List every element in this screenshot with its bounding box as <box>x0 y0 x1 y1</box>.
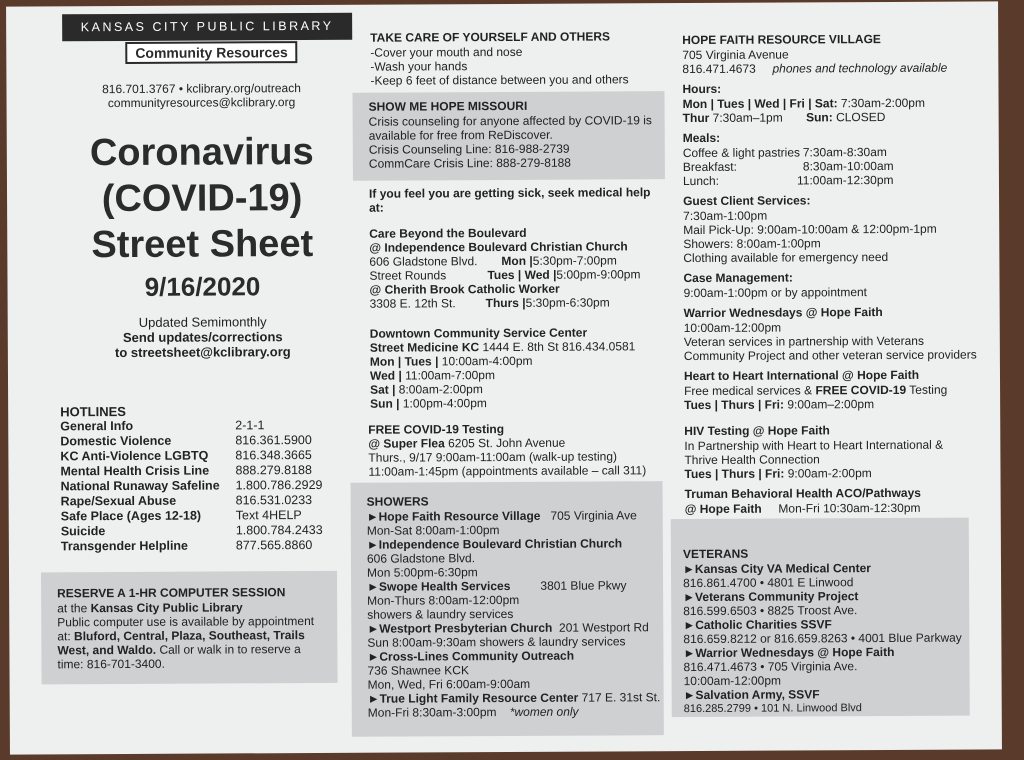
hotline-name: Transgender Helpline <box>60 538 189 554</box>
table-row <box>60 448 322 464</box>
meals-heading: Meals: <box>682 130 721 146</box>
time: 7:30am-2:00pm <box>837 95 925 111</box>
time: Mon-Fri 8:30am-3:00pm <box>367 705 497 720</box>
send-updates: Send updates/corrections <box>122 329 283 345</box>
address: 1444 E. 8th St 816.434.0581 <box>482 339 636 355</box>
branches-text: West, and Waldo. <box>57 642 157 658</box>
days: Thurs | <box>485 295 526 311</box>
hotline-name: Safe Place (Ages 12-18) <box>60 508 202 524</box>
contact-line-2: communityresources@kclibrary.org <box>107 95 296 111</box>
text: Mail Pick-Up: 9:00am-10:00am & 12:00pm-1pm <box>683 221 937 238</box>
text: at the <box>57 601 91 616</box>
take-care-section <box>370 29 670 88</box>
computer-session-box <box>41 571 338 685</box>
address: 705 Virginia Avenue <box>682 47 789 63</box>
text: Public computer use is available by appointment <box>57 613 315 630</box>
days: Thur <box>682 110 710 126</box>
text: at: <box>57 629 75 644</box>
time: 5:30pm-6:30pm <box>525 295 610 310</box>
service-site: @ Independence Boulevard Christian Church <box>369 239 628 255</box>
hotline-name: National Runaway Safeline <box>60 478 220 494</box>
title-block <box>47 129 358 361</box>
phone-text: time: 816-701-3400. <box>57 656 165 672</box>
service-name: ►Salvation Army, SSVF <box>683 687 820 703</box>
sick-notice <box>369 185 669 215</box>
list-item: -Wash your hands <box>370 59 468 74</box>
veterans-heading: VETERANS <box>682 546 749 562</box>
text: Testing <box>906 382 948 397</box>
time: 7:30am-1:00pm <box>683 208 768 224</box>
hotline-name: Mental Health Crisis Line <box>60 463 210 479</box>
hiv-testing-heading: HIV Testing @ Hope Faith <box>684 423 830 439</box>
time: 10:00am-4:00pm <box>438 353 533 369</box>
address: 3801 Blue Pkwy <box>540 578 627 593</box>
service-site: @ Hope Faith <box>684 501 762 517</box>
address: 6205 St. John Avenue <box>448 435 566 451</box>
time: Thurs., 9/17 9:00am-11:00am (walk-up testing) <box>368 449 618 465</box>
heart-to-heart-heading: Heart to Heart International @ Hope Faith <box>683 367 920 384</box>
show-me-hope-heading: SHOW ME HOPE MISSOURI <box>368 98 528 114</box>
title-line-3: Street Sheet <box>91 222 314 267</box>
text: Community Project and other veteran service providers <box>683 347 977 364</box>
service-site: @ Super Flea <box>368 436 445 451</box>
time: 7:30am–1pm <box>709 110 783 125</box>
text: phones and technology available <box>772 60 948 76</box>
days: Sun: <box>806 110 833 125</box>
list-item: -Keep 6 feet of distance between you and others <box>370 72 629 88</box>
days: Sat | <box>370 382 396 397</box>
branches-text: Bluford, Central, Plaza, Southeast, Trails <box>73 628 305 644</box>
hotline-number: 816.361.5900 <box>235 433 312 448</box>
library-name: KANSAS CITY PUBLIC LIBRARY <box>62 13 352 42</box>
time: Mon, Wed, Fri 6:00am-9:00am <box>367 676 531 692</box>
time: 10:00am-12:00pm <box>683 320 782 336</box>
hotline-number: 888.279.8188 <box>235 463 312 478</box>
phone-text: CommCare Crisis Line: 888-279-8188 <box>368 155 572 171</box>
service-name: ►Cross-Lines Community Outreach <box>367 648 575 664</box>
street-sheet-page <box>6 1 1002 754</box>
time: 9:00am–2:00pm <box>783 397 875 412</box>
hotline-name: KC Anti-Violence LGBTQ <box>60 448 209 464</box>
service-name: ►Swope Health Services <box>367 578 511 594</box>
show-me-hope-box <box>353 91 665 181</box>
time: 5:00pm-9:00pm <box>556 267 641 282</box>
time: 8:30am-10:00am <box>802 158 894 174</box>
phone-text: Crisis Counseling Line: 816-988-2739 <box>368 141 570 157</box>
hotline-number: 816.348.3665 <box>235 448 312 463</box>
veterans-box <box>671 518 970 718</box>
covid-testing-section <box>368 421 668 479</box>
service-name: ►Independence Boulevard Christian Church <box>366 536 623 552</box>
contact-line-1: 816.701.3767 • kclibrary.org/outreach <box>102 81 301 97</box>
phone-text: 816.471.4673 <box>682 61 756 77</box>
days: Sun | <box>370 396 400 411</box>
take-care-heading: TAKE CARE OF YOURSELF AND OTHERS <box>370 29 611 45</box>
guest-services-heading: Guest Client Services: <box>683 193 811 209</box>
service-name: ►Veterans Community Project <box>683 589 859 605</box>
hope-faith-heading: HOPE FAITH RESOURCE VILLAGE <box>682 32 881 48</box>
days: Wed | <box>369 368 402 383</box>
contact: 816.285.2799 • 101 N. Linwood Blvd <box>683 702 862 716</box>
hotline-number: 1.800.784.2433 <box>235 522 323 538</box>
days: Mon | <box>501 253 533 269</box>
text: FREE COVID-19 <box>815 382 907 398</box>
service-name: ►Catholic Charities SSVF <box>683 617 832 633</box>
service-site: @ Cherith Brook Catholic Worker <box>369 281 560 297</box>
address: 736 Shawnee KCK <box>367 663 469 678</box>
hotline-number: 1.800.786.2929 <box>235 477 323 493</box>
address: 606 Gladstone Blvd. <box>369 254 478 269</box>
table-row <box>61 538 323 554</box>
service-site: Street Medicine KC <box>369 340 480 355</box>
contact-info <box>66 81 336 110</box>
library-logo <box>62 13 352 67</box>
time: 10:00am-12:00pm <box>683 673 782 689</box>
time: Mon-Fri 10:30am-12:30pm <box>778 500 921 516</box>
service-name: ►Warrior Wednesdays @ Hope Faith <box>683 644 895 661</box>
service-name: Care Beyond the Boulevard <box>369 225 527 241</box>
hotlines-table <box>60 418 323 554</box>
table-row <box>60 433 322 449</box>
text: Free medical services & <box>684 383 816 399</box>
showers-heading: SHOWERS <box>366 494 429 509</box>
text: Crisis counseling for anyone affected by COVID-19 is <box>368 113 652 129</box>
hours-heading: Hours: <box>682 81 722 97</box>
time: 11:00am-1:45pm (appointments available – call 311) <box>368 463 647 479</box>
table-row <box>61 493 323 509</box>
text: Street Rounds <box>369 268 447 283</box>
table-row <box>60 418 322 434</box>
time: 9:00am-2:00pm <box>784 466 872 481</box>
text: *women only <box>509 704 579 719</box>
time: 8:00am-2:00pm <box>395 382 483 397</box>
time: 11:00am-7:00pm <box>401 368 496 383</box>
warrior-wednesdays-heading: Warrior Wednesdays @ Hope Faith <box>683 305 883 321</box>
hotline-name: Rape/Sexual Abuse <box>60 493 177 509</box>
service-name: ►Westport Presbyterian Church <box>367 620 553 636</box>
hope-faith-section <box>682 31 985 516</box>
text: showers & laundry services <box>367 606 514 622</box>
library-name-text: Kansas City Public Library <box>90 600 243 616</box>
downtown-section <box>370 325 670 411</box>
text: In Partnership with Heart to Heart International & <box>684 437 944 454</box>
days: Mon | Tues | <box>369 354 439 369</box>
days: Tues | Thurs | Fri: <box>684 466 785 482</box>
table-row <box>61 523 323 539</box>
address: 606 Gladstone Blvd. <box>366 551 476 566</box>
service-name: ►Hope Faith Resource Village <box>366 508 541 524</box>
text: Veteran services in partnership with Veterans <box>683 333 924 350</box>
service-name: ►Kansas City VA Medical Center <box>682 561 871 577</box>
time: 9:00am-1:00pm or by appointment <box>683 285 868 301</box>
address: 201 Westport Rd <box>558 620 649 635</box>
days: Tues | Wed | <box>487 267 557 283</box>
hotline-number: Text 4HELP <box>235 508 302 523</box>
table-row <box>61 478 323 494</box>
time: 7:30am-8:30am <box>802 144 887 160</box>
contact: 816.599.6503 • 8825 Troost Ave. <box>683 603 858 619</box>
text: If you feel you are getting sick, seek medical help <box>368 185 651 201</box>
contact: 816.861.4700 • 4801 E Linwood <box>683 575 854 591</box>
text: Showers: 8:00am-1:00pm <box>683 236 821 252</box>
time: 11:00am-12:30pm <box>796 172 894 188</box>
time: Mon-Sat 8:00am-1:00pm <box>366 523 500 538</box>
meal-name: Breakfast: <box>682 159 737 175</box>
time: Mon 5:00pm-6:30pm <box>366 565 478 580</box>
days: Mon | Tues | Wed | Fri | Sat: <box>682 96 838 112</box>
address: 3308 E. 12th St. <box>369 296 456 311</box>
contact: 816.471.4673 • 705 Virginia Ave. <box>683 659 858 675</box>
community-resources-label: Community Resources <box>125 41 298 64</box>
hotlines-section <box>60 403 331 554</box>
case-management-heading: Case Management: <box>683 270 793 286</box>
table-row <box>61 508 323 524</box>
meal-name: Coffee & light pastries <box>682 145 801 161</box>
hotline-name: Domestic Violence <box>60 433 172 449</box>
showers-box <box>351 481 664 737</box>
text: Call or walk in to reserve a <box>156 642 301 657</box>
title-line-1: Coronavirus <box>89 130 314 175</box>
service-name: ►True Light Family Resource Center <box>367 690 579 706</box>
time: 1:00pm-4:00pm <box>399 396 487 411</box>
text: Clothing available for emergency need <box>683 249 889 266</box>
list-item: -Cover your mouth and nose <box>370 44 523 60</box>
sheet-date: 9/16/2020 <box>144 271 261 302</box>
time: CLOSED <box>832 109 886 125</box>
service-name: Downtown Community Service Center <box>369 325 588 341</box>
hotline-name: Suicide <box>60 524 106 539</box>
meal-name: Lunch: <box>682 173 720 189</box>
truman-heading: Truman Behavioral Health ACO/Pathways <box>684 485 921 502</box>
hotline-number: 877.565.8860 <box>235 538 313 553</box>
updated-note: Updated Semimonthly <box>138 314 267 330</box>
text: Thrive Health Connection <box>684 452 820 468</box>
days: Tues | Thurs | Fri: <box>684 397 785 413</box>
time: Mon-Thurs 8:00am-12:00pm <box>367 592 520 608</box>
computer-session-heading: RESERVE A 1-HR COMPUTER SESSION <box>57 585 286 601</box>
send-updates-email: to streetsheet@kclibrary.org <box>114 344 291 361</box>
hotline-number: 2-1-1 <box>235 418 265 433</box>
service-name: FREE COVID-19 Testing <box>368 422 505 437</box>
address: 705 Virginia Ave <box>550 508 637 523</box>
hotlines-heading: HOTLINES <box>60 403 126 420</box>
text: available for free from ReDiscover. <box>368 127 553 143</box>
care-beyond-section <box>369 225 669 311</box>
text: at: <box>369 200 384 215</box>
hotline-number: 816.531.0233 <box>235 493 313 508</box>
hotline-name: General Info <box>60 418 134 434</box>
table-row <box>60 463 322 479</box>
address: 717 E. 31st St. <box>581 690 661 705</box>
contact: 816.659.8212 or 816.659.8263 • 4001 Blue Parkway <box>683 630 962 647</box>
title-line-2: (COVID-19) <box>101 177 303 221</box>
time: 5:30pm-7:00pm <box>532 253 617 268</box>
time: Sun 8:00am-9:30am showers & laundry services <box>367 634 626 650</box>
